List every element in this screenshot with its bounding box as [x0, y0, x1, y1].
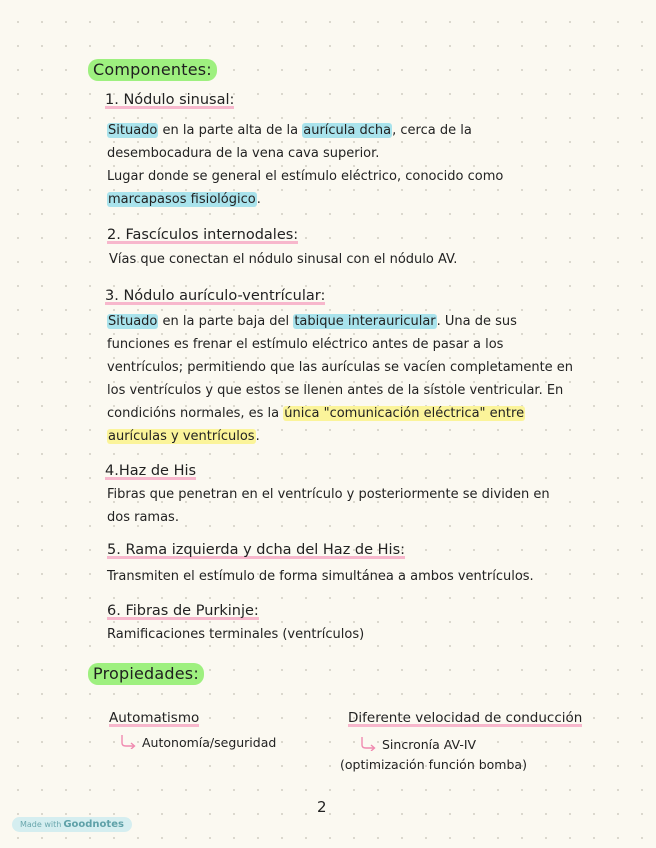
item-5-heading: 5. Rama izquierda y dcha del Haz de His: — [107, 542, 406, 558]
text-line: marcapasos fisiológico. — [108, 192, 261, 207]
curved-arrow-icon — [120, 735, 136, 749]
text-line: funciones es frenar el estímulo eléctrico antes de pasar a los — [107, 337, 504, 352]
text-line: los ventrículos y que estos se llenen antes de la sístole ventricular. En — [107, 383, 564, 398]
text-line: condicións normales, es la única "comunicación eléctrica" entre — [107, 406, 525, 421]
item-1-body — [107, 119, 607, 211]
item-5-body: Transmiten el estímulo de forma simultánea a ambos ventrículos. — [107, 569, 534, 584]
propiedades-title: Propiedades: — [88, 664, 204, 683]
text-line: ventrículos; permitiendo que las aurículas se vacíen completamente en — [107, 360, 574, 375]
text-line: Fibras que penetran en el ventrículo y posteriormente se dividen en — [107, 487, 550, 502]
curved-arrow-icon — [360, 737, 376, 751]
page-number: 2 — [317, 798, 327, 816]
prop-right-sub2: (optimización función bomba) — [340, 757, 527, 772]
prop-left-sub: Autonomía/seguridad — [120, 733, 276, 750]
text-line: desembocadura de la vena cava superior. — [107, 146, 380, 161]
text-line: dos ramas. — [107, 510, 179, 525]
text-line: Situado en la parte alta de la aurícula dcha, cerca de la — [108, 123, 472, 138]
prop-right-sub: Sincronía AV-IV — [360, 735, 476, 752]
text-line: Situado en la parte baja del tabique interauricular. Una de sus — [108, 314, 517, 329]
item-4-heading: 4.Haz de His — [105, 463, 197, 479]
prop-left-heading: Automatismo — [109, 710, 200, 726]
item-4-body — [107, 483, 617, 529]
item-6-heading: 6. Fibras de Purkinje: — [107, 603, 259, 619]
item-2-heading: 2. Fascículos internodales: — [107, 227, 299, 243]
prop-right-heading: Diferente velocidad de conducción — [348, 710, 583, 726]
item-2-body: Vías que conectan el nódulo sinusal con el nódulo AV. — [109, 252, 458, 267]
componentes-title: Componentes: — [88, 60, 217, 79]
text-line: aurículas y ventrículos. — [108, 429, 260, 444]
goodnotes-badge: Made with Goodnotes — [12, 817, 132, 832]
item-6-body: Ramificaciones terminales (ventrículos) — [107, 627, 365, 642]
text-line: Lugar donde se general el estímulo eléctrico, conocido como — [107, 169, 504, 184]
item-3-heading: 3. Nódulo aurículo-ventrícular: — [105, 288, 326, 304]
item-3-body — [107, 310, 617, 448]
item-1-heading: 1. Nódulo sinusal: — [105, 92, 235, 108]
